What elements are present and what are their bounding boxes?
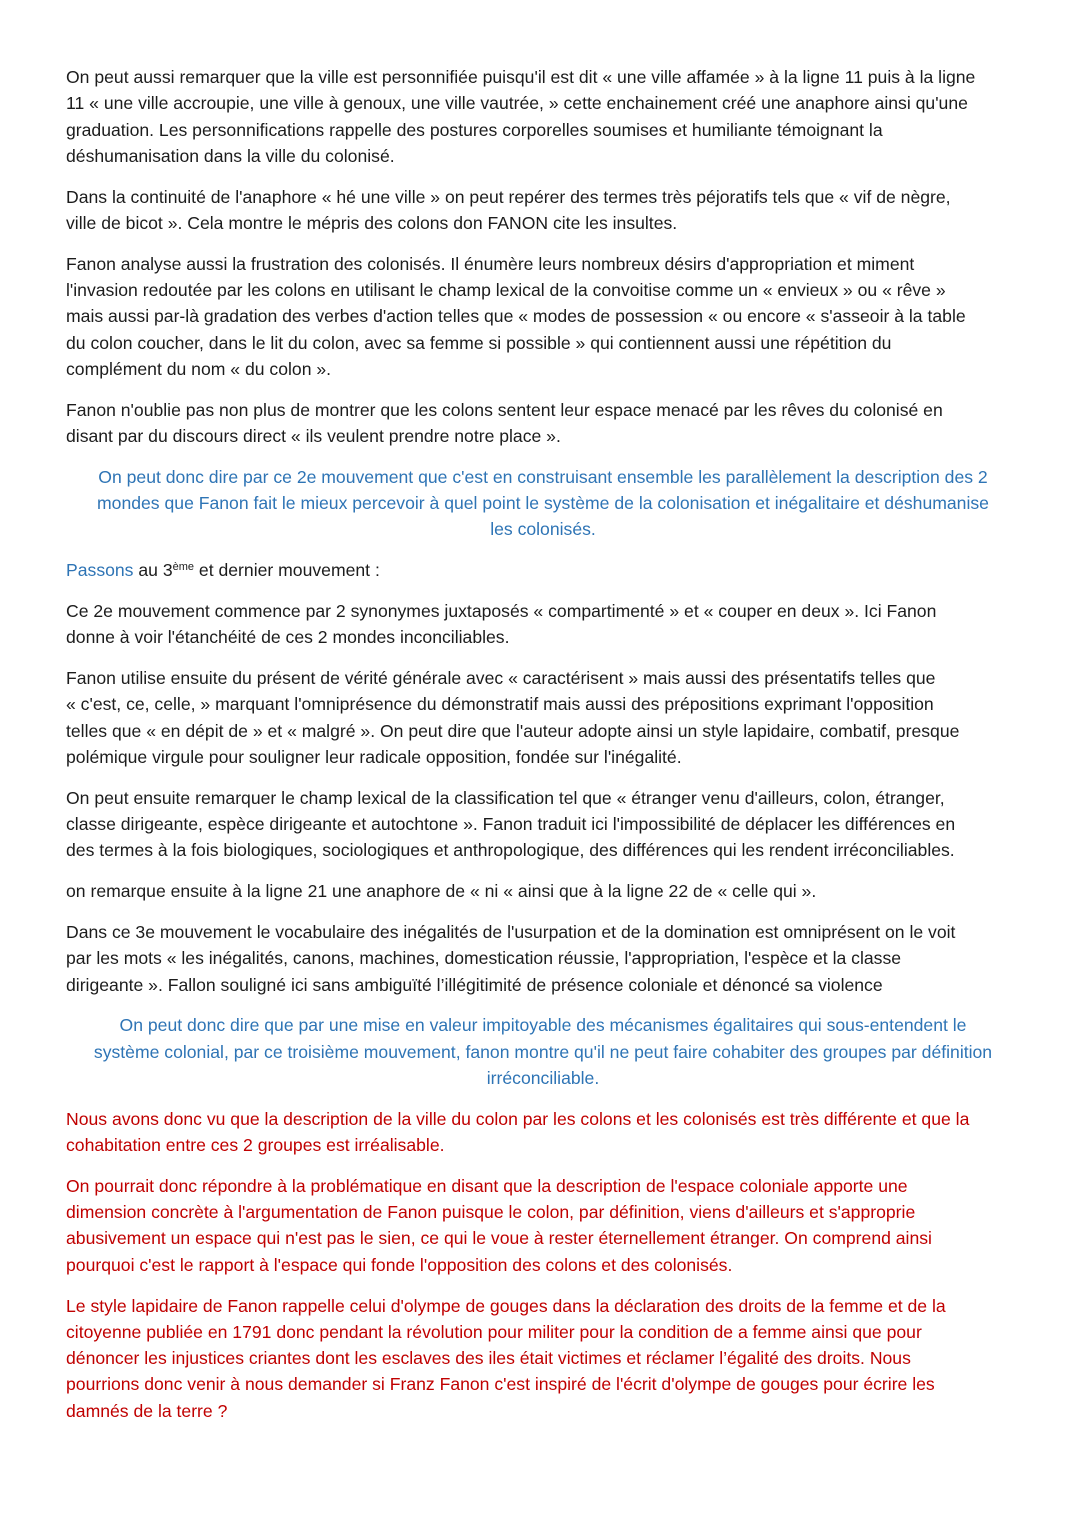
paragraph-anaphore-ni: on remarque ensuite à la ligne 21 une anaphore de « ni « ainsi que à la ligne 22 de « celle qui ». <box>66 881 817 902</box>
conclusion-second-movement: On peut donc dire par ce 2e mouvement que c'est en construisant ensemble les parallèlement la description des 2 mondes que Fanon fait le mieux percevoir à quel point le système de la colonisation et inégalitaire et déshumanise les colonisés. <box>97 466 989 540</box>
final-conclusion-problematique: On pourrait donc répondre à la problématique en disant que la description de l'espace coloniale apporte une dimension concrète à l'argumentation de Fanon puisque le colon, par définition, viens d'ailleurs et s'approprie abusivement un espace qui n'est pas le sien, ce qui le voue à rester éternellement étranger. On comprend ainsi pourquoi c'est le rapport à l'espace qui fonde l'opposition des colons et des colonisés. <box>66 1175 932 1275</box>
paragraph-personnification: On peut aussi remarquer que la ville est personnifiée puisqu'il est dit « une ville affamée » à la ligne 11 puis à la ligne 11 « une ville accroupie, une ville à genoux, une ville vautrée, » cette enchainement créé une anaphore ainsi qu'une graduation. Les personnifications rappelle des postures corporelles soumises et humiliante témoignant la déshumanisation dans la ville du colonisé. <box>66 67 976 166</box>
paragraph-frustration-colonises: Fanon analyse aussi la frustration des colonisés. Il énumère leurs nombreux désirs d'appropriation et miment l'invasion redoutée par les colons en utilisant le champ lexical de la convoitise comme un « envieux » ou « rêve » mais aussi par-là gradation des verbes d'action telles que « modes de possession « ou encore « s'asseoir à la table du colon coucher, dans le lit du colon, avec sa femme si possible » qui contiennent aussi une répétition du complément du nom « du colon ». <box>66 253 966 379</box>
paragraph-espace-menace: Fanon n'oublie pas non plus de montrer que les colons sentent leur espace menacé par les rêves du colonisé en disant par du discours direct « ils veulent prendre notre place ». <box>66 399 943 447</box>
heading-rest: et dernier mouvement : <box>194 560 380 581</box>
final-conclusion-summary: Nous avons donc vu que la description de la ville du colon par les colons et les colonisés est très différente et que la cohabitation entre ces 2 groupes est irréalisable. <box>66 1108 970 1156</box>
heading-superscript: ème <box>172 561 195 574</box>
paragraph-inegalites: Dans ce 3e mouvement le vocabulaire des inégalités de l'usurpation et de la domination est omniprésent on le voit par les mots « les inégalités, canons, machines, domestication réussie, l'appropriation, l'espèce et la classe dirigeante ». Fallon souligné ici sans ambiguïté l’illégitimité de présence coloniale et dénoncé sa violence <box>66 922 956 995</box>
heading-word: Passons <box>66 560 134 581</box>
paragraph-synonymes: Ce 2e mouvement commence par 2 synonymes juxtaposés « compartimenté » et « couper en deux ». Ici Fanon donne à voir l'étanchéité de ces 2 mondes inconciliables. <box>66 601 937 648</box>
final-conclusion-ouverture: Le style lapidaire de Fanon rappelle celui d'olympe de gouges dans la déclaration des droits de la femme et de la citoyenne publiée en 1791 donc pendant la révolution pour militer pour la condition de a femme ainsi que pour dénoncer les injustices criantes dont les esclaves des iles était victimes et réclamer l’égalité des droits. Nous pourrions donc venir à nous demander si Franz Fanon c'est inspiré de l'écrit d'olympe de gouges pour écrire les damnés de la terre ? <box>66 1295 946 1421</box>
paragraph-present-verite: Fanon utilise ensuite du présent de vérité générale avec « caractérisent » mais aussi des présentatifs telles que « c'est, ce, celle, » marquant l'omniprésence du démonstratif mais aussi des prépositions exprimant l'opposition telles que « en dépit de » et « malgré ». On peut dire que l'auteur adopte ainsi un style lapidaire, combatif, presque polémique virgule pour souligner leur radicale opposition, fondée sur l'inégalité. <box>66 668 960 768</box>
paragraph-classification: On peut ensuite remarquer le champ lexical de la classification tel que « étranger venu d'ailleurs, colon, étranger, classe dirigeante, espèce dirigeante et autochtone ». Fanon traduit ici l'impossibilité de déplacer les différences en des termes à la fois biologiques, sociologiques et anthropologique, des différences qui les rendent irréconciliables. <box>66 787 956 861</box>
heading-middle: au 3 <box>133 560 173 581</box>
paragraph-anaphore-insultes: Dans la continuité de l'anaphore « hé une ville » on peut repérer des termes très péjoratifs tels que « vif de nègre, ville de bicot ». Cela montre le mépris des colons don FANON cite les insultes. <box>66 186 951 233</box>
conclusion-third-movement: On peut donc dire que par une mise en valeur impitoyable des mécanismes égalitaires qui sous-entendent le système colonial, par ce troisième mouvement, fanon montre qu'il ne peut faire cohabiter des groupes par définition irréconciliable. <box>93 1015 993 1088</box>
section-heading-third-movement <box>66 557 1020 583</box>
